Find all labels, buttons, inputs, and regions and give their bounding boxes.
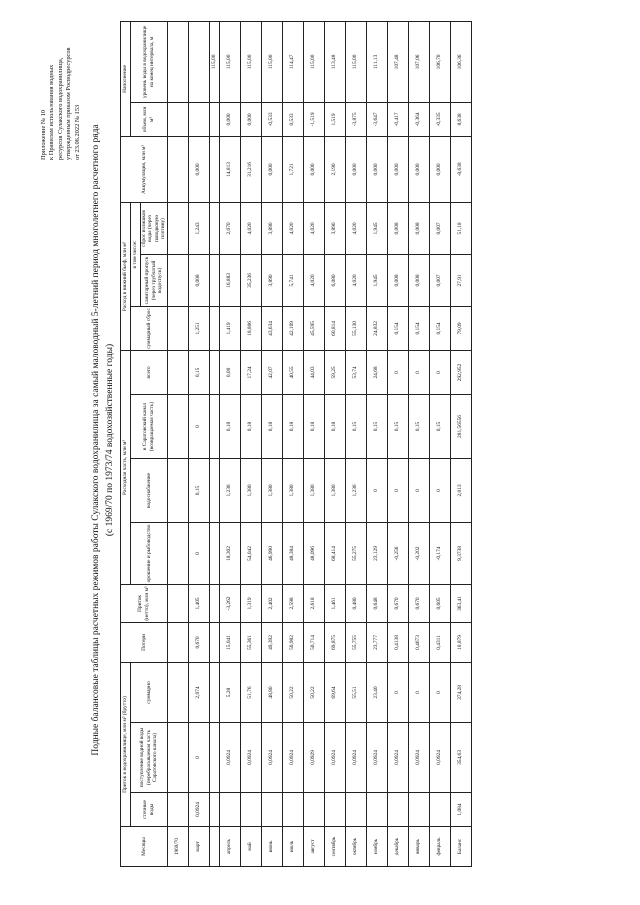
table-cell bbox=[167, 202, 188, 254]
table-cell: 45,595 bbox=[303, 306, 324, 350]
table-cell: 3,890 bbox=[261, 202, 282, 254]
table-cell: 0 bbox=[408, 458, 429, 522]
table-cell: 0,670 bbox=[188, 622, 209, 662]
table-cell: 0,0924 bbox=[324, 723, 345, 793]
table-cell: 0,670 bbox=[387, 584, 408, 622]
table-row bbox=[324, 21, 345, 866]
header-net-inflow: Приток (нетто), млн м³ bbox=[121, 584, 168, 622]
table-cell: 0,007 bbox=[429, 254, 450, 306]
document-subtitle: (с 1969/70 по 1973/74 водохозяйственные годы) bbox=[105, 343, 115, 537]
table-cell bbox=[261, 793, 282, 827]
table-cell: 0,000 bbox=[240, 102, 261, 136]
table-cell: 4,020 bbox=[345, 254, 366, 306]
table-cell: 69,875 bbox=[324, 622, 345, 662]
table-row bbox=[261, 21, 282, 866]
table-cell: 1,251 bbox=[188, 306, 209, 350]
table-cell: 2,013 bbox=[450, 458, 471, 522]
table-cell: 0,008 bbox=[408, 254, 429, 306]
table-cell: 5,741 bbox=[282, 254, 303, 306]
month-cell bbox=[209, 827, 219, 867]
table-cell: 0,4138 bbox=[387, 622, 408, 662]
table-cell bbox=[345, 793, 366, 827]
table-cell: 4,020 bbox=[303, 202, 324, 254]
table-cell: 31,216 bbox=[240, 136, 261, 202]
table-cell: 18,806 bbox=[240, 306, 261, 350]
table-cell: 6,080 bbox=[324, 254, 345, 306]
table-cell: 0 bbox=[188, 522, 209, 584]
table-cell: -3,647 bbox=[366, 102, 387, 136]
table-cell: 0,007 bbox=[429, 202, 450, 254]
header-saratov: в Саратовский канал (возвращаемая часть) bbox=[131, 394, 168, 458]
table-cell: 0,18 bbox=[324, 394, 345, 458]
table-cell: 8,638 bbox=[450, 102, 471, 136]
table-row bbox=[167, 21, 188, 866]
month-cell: январь bbox=[408, 827, 429, 867]
table-cell bbox=[209, 458, 219, 522]
table-cell: 2,074 bbox=[188, 662, 209, 722]
table-cell: 354,63 bbox=[450, 723, 471, 793]
table-cell bbox=[282, 793, 303, 827]
table-cell: 0,0929 bbox=[303, 723, 324, 793]
table-cell: 0,18 bbox=[282, 394, 303, 458]
table-cell: 0,008 bbox=[408, 202, 429, 254]
table-cell: 5,28 bbox=[219, 662, 240, 722]
table-cell: 0,15 bbox=[408, 394, 429, 458]
table-cell: 2,070 bbox=[219, 202, 240, 254]
table-row bbox=[450, 21, 471, 866]
table-cell: 24,68 bbox=[366, 350, 387, 394]
table-cell: 0,154 bbox=[408, 306, 429, 350]
table-cell bbox=[324, 793, 345, 827]
table-cell: 18,302 bbox=[219, 522, 240, 584]
table-cell: 115,00 bbox=[240, 21, 261, 102]
table-cell: 281,56556 bbox=[450, 394, 471, 458]
table-cell bbox=[167, 723, 188, 793]
table-cell: 4,020 bbox=[282, 202, 303, 254]
table-cell: 0,000 bbox=[303, 136, 324, 202]
table-cell: 10,879 bbox=[450, 622, 471, 662]
table-cell bbox=[209, 723, 219, 793]
table-cell: 115,00 bbox=[209, 21, 219, 102]
table-cell: 0,0924 bbox=[261, 723, 282, 793]
table-row bbox=[209, 21, 219, 866]
table-cell: 59,25 bbox=[324, 350, 345, 394]
table-cell bbox=[167, 102, 188, 136]
table-cell bbox=[209, 394, 219, 458]
table-cell: 0,4673 bbox=[408, 622, 429, 662]
table-cell: 16,883 bbox=[219, 254, 240, 306]
table-row bbox=[219, 21, 240, 866]
table-cell: 0,15 bbox=[366, 394, 387, 458]
table-cell: 0 bbox=[429, 662, 450, 722]
table-cell: 0,0924 bbox=[429, 723, 450, 793]
table-cell bbox=[429, 793, 450, 827]
table-cell: 115,00 bbox=[345, 21, 366, 102]
table-cell: 0,648 bbox=[366, 584, 387, 622]
table-cell: 0,18 bbox=[219, 394, 240, 458]
table-cell: -0,533 bbox=[261, 102, 282, 136]
header-sanitary: санитарный пропуск (через трубчатый водоспуск) bbox=[141, 254, 168, 306]
table-cell bbox=[188, 102, 209, 136]
table-cell bbox=[209, 102, 219, 136]
table-cell bbox=[209, 202, 219, 254]
table-cell: 1,380 bbox=[240, 458, 261, 522]
table-cell: 2,402 bbox=[261, 584, 282, 622]
table-cell: 0 bbox=[429, 350, 450, 394]
month-cell: август bbox=[303, 827, 324, 867]
table-cell: 51,76 bbox=[240, 662, 261, 722]
table-row bbox=[387, 21, 408, 866]
table-cell: 115,00 bbox=[219, 21, 240, 102]
table-cell: 0 bbox=[408, 350, 429, 394]
table-cell: 0,154 bbox=[387, 306, 408, 350]
table-cell: 0,15 bbox=[188, 350, 209, 394]
header-water-supply: водоснабжение bbox=[131, 458, 168, 522]
table-cell: 1,319 bbox=[240, 584, 261, 622]
month-cell: сентябрь bbox=[324, 827, 345, 867]
table-cell: 1,380 bbox=[303, 458, 324, 522]
table-cell: 1,084 bbox=[450, 793, 471, 827]
header-losses: Потери bbox=[121, 622, 168, 662]
table-cell: 0,154 bbox=[429, 306, 450, 350]
table-cell: 23,40 bbox=[366, 662, 387, 722]
table-cell: -0,417 bbox=[387, 102, 408, 136]
table-cell: 1,380 bbox=[282, 458, 303, 522]
table-cell bbox=[209, 584, 219, 622]
table-cell: 49,392 bbox=[261, 622, 282, 662]
table-cell: 0,0924 bbox=[387, 723, 408, 793]
table-cell: 46,990 bbox=[261, 522, 282, 584]
table-row bbox=[303, 21, 324, 866]
table-cell: 0,000 bbox=[345, 136, 366, 202]
table-cell: 0 bbox=[366, 458, 387, 522]
table-cell: 2,618 bbox=[303, 584, 324, 622]
table-cell: 0,008 bbox=[387, 254, 408, 306]
header-sum-discharge: суммарный сброс bbox=[131, 306, 168, 350]
table-cell: 53,74 bbox=[345, 350, 366, 394]
header-runoff: сточные воды bbox=[131, 793, 168, 827]
table-cell: 17,24 bbox=[240, 350, 261, 394]
table-cell: 292,952 bbox=[450, 350, 471, 394]
table-cell: 48,384 bbox=[282, 522, 303, 584]
table-row bbox=[366, 21, 387, 866]
table-cell: 0 bbox=[408, 662, 429, 722]
table-cell: 50,714 bbox=[303, 622, 324, 662]
header-volume: объем, млн м³ bbox=[131, 102, 168, 136]
table-cell: 0 bbox=[188, 394, 209, 458]
table-cell: -3,875 bbox=[345, 102, 366, 136]
header-spill: сброс излишков воды (через паводковую плотину) bbox=[141, 202, 168, 254]
table-cell: 0,00 bbox=[219, 350, 240, 394]
appendix-note bbox=[40, 0, 82, 160]
table-cell: 0,0924 bbox=[240, 723, 261, 793]
table-cell: 54,042 bbox=[240, 522, 261, 584]
table-cell bbox=[408, 793, 429, 827]
header-including: в том числе: bbox=[131, 202, 141, 306]
table-cell: 0,670 bbox=[408, 584, 429, 622]
table-cell: 69,64 bbox=[324, 662, 345, 722]
month-cell: март bbox=[188, 827, 209, 867]
month-cell: июнь bbox=[261, 827, 282, 867]
table-cell: 0 bbox=[387, 458, 408, 522]
table-cell bbox=[167, 622, 188, 662]
table-cell bbox=[219, 793, 240, 827]
appendix-line: к Правилам использования водных bbox=[48, 64, 56, 160]
table-cell bbox=[209, 136, 219, 202]
table-cell: 363,41 bbox=[450, 584, 471, 622]
table-cell: 1,519 bbox=[324, 102, 345, 136]
table-cell: 107,06 bbox=[408, 21, 429, 102]
table-cell: 3,890 bbox=[324, 202, 345, 254]
header-months: Месяцы bbox=[121, 827, 168, 867]
table-cell: 0,4311 bbox=[429, 622, 450, 662]
month-cell: июль bbox=[282, 827, 303, 867]
table-cell bbox=[366, 793, 387, 827]
table-cell: 55,51 bbox=[345, 662, 366, 722]
table-row bbox=[408, 21, 429, 866]
table-cell bbox=[167, 522, 188, 584]
table-cell: 55,130 bbox=[345, 306, 366, 350]
table-cell: 0 bbox=[429, 458, 450, 522]
header-irrigation: орошение и рыбоводство bbox=[131, 522, 168, 584]
table-cell: -0,256 bbox=[387, 522, 408, 584]
table-cell: 0,000 bbox=[366, 136, 387, 202]
table-cell: 60,814 bbox=[324, 306, 345, 350]
table-cell: 48,80 bbox=[261, 662, 282, 722]
month-cell: декабрь bbox=[387, 827, 408, 867]
table-cell bbox=[167, 662, 188, 722]
table-cell: 115,00 bbox=[303, 21, 324, 102]
table-cell bbox=[167, 136, 188, 202]
header-inflow: Приток в водохранилище, млн м³ (брутто) bbox=[121, 662, 131, 826]
table-cell bbox=[209, 306, 219, 350]
table-cell: 40,55 bbox=[282, 350, 303, 394]
table-cell: 1,721 bbox=[282, 136, 303, 202]
table-cell: 9,3738 bbox=[450, 522, 471, 584]
table-row bbox=[429, 21, 450, 866]
month-cell: октябрь bbox=[345, 827, 366, 867]
table-cell: 50,22 bbox=[282, 662, 303, 722]
table-cell: 0,15 bbox=[345, 394, 366, 458]
table-cell: 55,755 bbox=[345, 622, 366, 662]
table-cell: 0,000 bbox=[429, 136, 450, 202]
table-cell bbox=[240, 793, 261, 827]
table-cell: 115,00 bbox=[261, 21, 282, 102]
header-filling: Наполнение bbox=[121, 21, 131, 136]
table-cell bbox=[167, 254, 188, 306]
table-cell: 0,000 bbox=[188, 136, 209, 202]
table-cell: 3,890 bbox=[261, 254, 282, 306]
table-cell: 0,0924 bbox=[282, 723, 303, 793]
table-cell: 106,70 bbox=[429, 21, 450, 102]
appendix-line: Приложение № 10 bbox=[40, 110, 47, 160]
table-cell: 4,020 bbox=[345, 202, 366, 254]
table-cell: 1,236 bbox=[219, 458, 240, 522]
table-row bbox=[240, 21, 261, 866]
header-total: суммарно bbox=[131, 662, 168, 722]
table-cell bbox=[209, 793, 219, 827]
appendix-line: от 23.06.2022 № 153 bbox=[73, 104, 81, 160]
table-cell: 106,36 bbox=[450, 21, 471, 102]
table-cell: 27,91 bbox=[450, 254, 471, 306]
header-canal: поступление водной воды (перебрасываемая часть Саратовского канала) bbox=[131, 723, 168, 793]
table-cell: 113,48 bbox=[324, 21, 345, 102]
table-cell: -1,519 bbox=[303, 102, 324, 136]
table-cell: 0,533 bbox=[282, 102, 303, 136]
table-cell: -0,335 bbox=[429, 102, 450, 136]
table-cell bbox=[167, 458, 188, 522]
table-cell: 0,480 bbox=[345, 584, 366, 622]
month-cell: 1969/70 bbox=[167, 827, 188, 867]
table-cell: 0,008 bbox=[188, 254, 209, 306]
table-cell bbox=[387, 793, 408, 827]
table-cell: 0,000 bbox=[219, 102, 240, 136]
table-cell: -8,638 bbox=[450, 136, 471, 202]
table-cell: 0 bbox=[188, 723, 209, 793]
table-cell: 0,000 bbox=[387, 136, 408, 202]
appendix-line: ресурсов Сулакского водохранилища, bbox=[56, 57, 64, 160]
table-cell: 0,605 bbox=[429, 584, 450, 622]
table-cell bbox=[209, 662, 219, 722]
table-cell bbox=[188, 21, 209, 102]
table-cell: 111,13 bbox=[366, 21, 387, 102]
table-cell: 0,18 bbox=[303, 394, 324, 458]
table-cell: 0,18 bbox=[240, 394, 261, 458]
table-cell: 0 bbox=[387, 662, 408, 722]
table-cell: -3,262 bbox=[219, 584, 240, 622]
table-cell: 374,28 bbox=[450, 662, 471, 722]
table-cell: -0,364 bbox=[408, 102, 429, 136]
table-cell: 0,0924 bbox=[408, 723, 429, 793]
header-accumulation: Аккумуляция, млн м³ bbox=[121, 136, 168, 202]
table-cell bbox=[209, 522, 219, 584]
table-cell bbox=[167, 394, 188, 458]
table-cell: 0 bbox=[387, 350, 408, 394]
table-row bbox=[188, 21, 209, 866]
month-cell: февраль bbox=[429, 827, 450, 867]
table-cell: 14,813 bbox=[219, 136, 240, 202]
document-title: Подные балансовые таблицы расчетных режимов работы Сулакского водохранилища за самый маловодный 5-летний период многолетнего расчетного ряда bbox=[91, 124, 101, 756]
table-row bbox=[282, 21, 303, 866]
table-cell: 0,0924 bbox=[219, 723, 240, 793]
table-cell: 0,0924 bbox=[366, 723, 387, 793]
table-cell bbox=[209, 350, 219, 394]
table-cell: 43,634 bbox=[261, 306, 282, 350]
table-cell: 2,598 bbox=[282, 584, 303, 622]
table-cell: 1,945 bbox=[366, 254, 387, 306]
table-cell: 50,982 bbox=[282, 622, 303, 662]
table-cell: 1,405 bbox=[188, 584, 209, 622]
balance-table bbox=[120, 21, 472, 867]
table-cell: 35,236 bbox=[240, 254, 261, 306]
table-cell: 55,361 bbox=[240, 622, 261, 662]
table-cell: 2,190 bbox=[324, 136, 345, 202]
table-cell bbox=[209, 622, 219, 662]
table-cell bbox=[167, 350, 188, 394]
table-cell: 4,020 bbox=[240, 202, 261, 254]
table-cell: 1,380 bbox=[261, 458, 282, 522]
table-cell: -0,202 bbox=[408, 522, 429, 584]
table-cell: 1,243 bbox=[188, 202, 209, 254]
table-cell: 0,18 bbox=[261, 394, 282, 458]
table-cell: 44,03 bbox=[303, 350, 324, 394]
table-cell: 0,0924 bbox=[188, 793, 209, 827]
table-cell: 0,15 bbox=[387, 394, 408, 458]
table-cell: 51,18 bbox=[450, 202, 471, 254]
header-expense: Расходная часть, млн м³ bbox=[121, 350, 131, 584]
table-cell: 114,47 bbox=[282, 21, 303, 102]
table-cell: 0,000 bbox=[408, 136, 429, 202]
table-cell: 48,096 bbox=[303, 522, 324, 584]
month-cell: апрель bbox=[219, 827, 240, 867]
table-cell: 24,832 bbox=[366, 306, 387, 350]
table-cell bbox=[167, 306, 188, 350]
table-cell: 1,461 bbox=[324, 584, 345, 622]
header-all: всего bbox=[131, 350, 168, 394]
table-cell: 0,15 bbox=[429, 394, 450, 458]
table-cell bbox=[167, 584, 188, 622]
table-cell: 15,041 bbox=[219, 622, 240, 662]
table-cell: 23,777 bbox=[366, 622, 387, 662]
appendix-line: утвержденным приказом Росводресурсов bbox=[65, 47, 73, 160]
table-cell bbox=[303, 793, 324, 827]
table-cell: 42,07 bbox=[261, 350, 282, 394]
table-cell: 107,48 bbox=[387, 21, 408, 102]
table-cell: 42,109 bbox=[282, 306, 303, 350]
table-cell: 50,22 bbox=[303, 662, 324, 722]
table-cell: 55,275 bbox=[345, 522, 366, 584]
table-cell: 0,000 bbox=[261, 136, 282, 202]
header-downstream: Расход в нижний бьеф, млн м³ bbox=[121, 202, 131, 350]
table-cell: 1,380 bbox=[324, 458, 345, 522]
month-cell: май bbox=[240, 827, 261, 867]
table-cell: 0,15 bbox=[188, 458, 209, 522]
table-cell: 79,09 bbox=[450, 306, 471, 350]
header-level: уровень воды в водохранилище на конец интервала, м bbox=[131, 21, 168, 102]
table-cell: 68,414 bbox=[324, 522, 345, 584]
table-cell: 23,129 bbox=[366, 522, 387, 584]
month-cell: ноябрь bbox=[366, 827, 387, 867]
table-cell: 1,236 bbox=[345, 458, 366, 522]
table-cell bbox=[167, 21, 188, 102]
table-cell bbox=[209, 254, 219, 306]
table-row bbox=[345, 21, 366, 866]
table-cell: -0,174 bbox=[429, 522, 450, 584]
table-cell: 0,0924 bbox=[345, 723, 366, 793]
table-cell: 1,419 bbox=[219, 306, 240, 350]
table-cell bbox=[167, 793, 188, 827]
table-cell: 1,945 bbox=[366, 202, 387, 254]
table-cell: 4,020 bbox=[303, 254, 324, 306]
table-cell: 0,008 bbox=[387, 202, 408, 254]
month-cell: Баланс bbox=[450, 827, 471, 867]
